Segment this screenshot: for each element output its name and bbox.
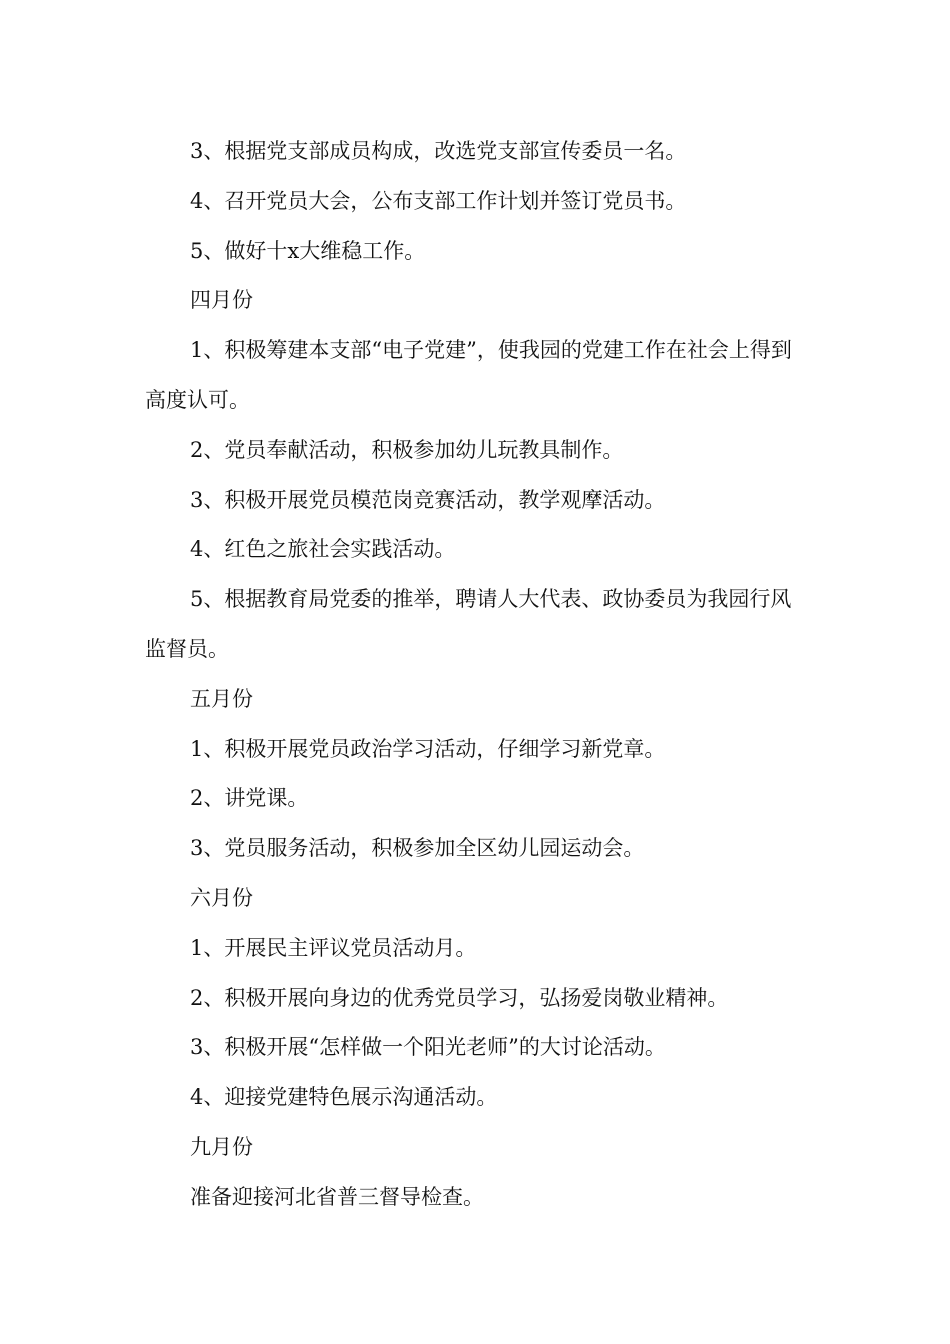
paragraph-8: 5、根据教育局党委的推举，聘请人大代表、政协委员为我园行风监督员。	[145, 587, 792, 661]
paragraph-4: 1、积极筹建本支部“电子党建”，使我园的党建工作在社会上得到高度认可。	[145, 338, 792, 412]
document-body	[145, 127, 810, 1223]
paragraph-13: 2、积极开展向身边的优秀党员学习，弘扬爱岗敬业精神。	[190, 985, 729, 1010]
paragraph-7: 4、红色之旅社会实践活动。	[190, 537, 456, 562]
section-heading-may: 五月份	[190, 686, 253, 711]
section-heading-september: 九月份	[190, 1134, 253, 1159]
section-heading-april: 四月份	[190, 288, 253, 313]
paragraph-12: 1、开展民主评议党员活动月。	[190, 935, 477, 960]
paragraph-3: 5、做好十x大维稳工作。	[190, 238, 426, 263]
paragraph-5: 2、党员奉献活动，积极参加幼儿玩教具制作。	[190, 437, 624, 462]
paragraph-1: 3、根据党支部成员构成，改选党支部宣传委员一名。	[190, 139, 687, 163]
paragraph-11: 3、党员服务活动，积极参加全区幼儿园运动会。	[190, 836, 645, 861]
paragraph-15: 4、迎接党建特色展示沟通活动。	[190, 1085, 498, 1110]
paragraph-2: 4、召开党员大会，公布支部工作计划并签订党员书。	[190, 188, 687, 213]
paragraph-16: 准备迎接河北省普三督导检查。	[190, 1184, 484, 1209]
paragraph-6: 3、积极开展党员模范岗竞赛活动，教学观摩活动。	[190, 487, 666, 512]
paragraph-10: 2、讲党课。	[190, 786, 309, 811]
section-heading-june: 六月份	[190, 885, 253, 910]
paragraph-9: 1、积极开展党员政治学习活动，仔细学习新党章。	[190, 736, 666, 761]
paragraph-14: 3、积极开展“怎样做一个阳光老师”的大讨论活动。	[190, 1035, 666, 1060]
